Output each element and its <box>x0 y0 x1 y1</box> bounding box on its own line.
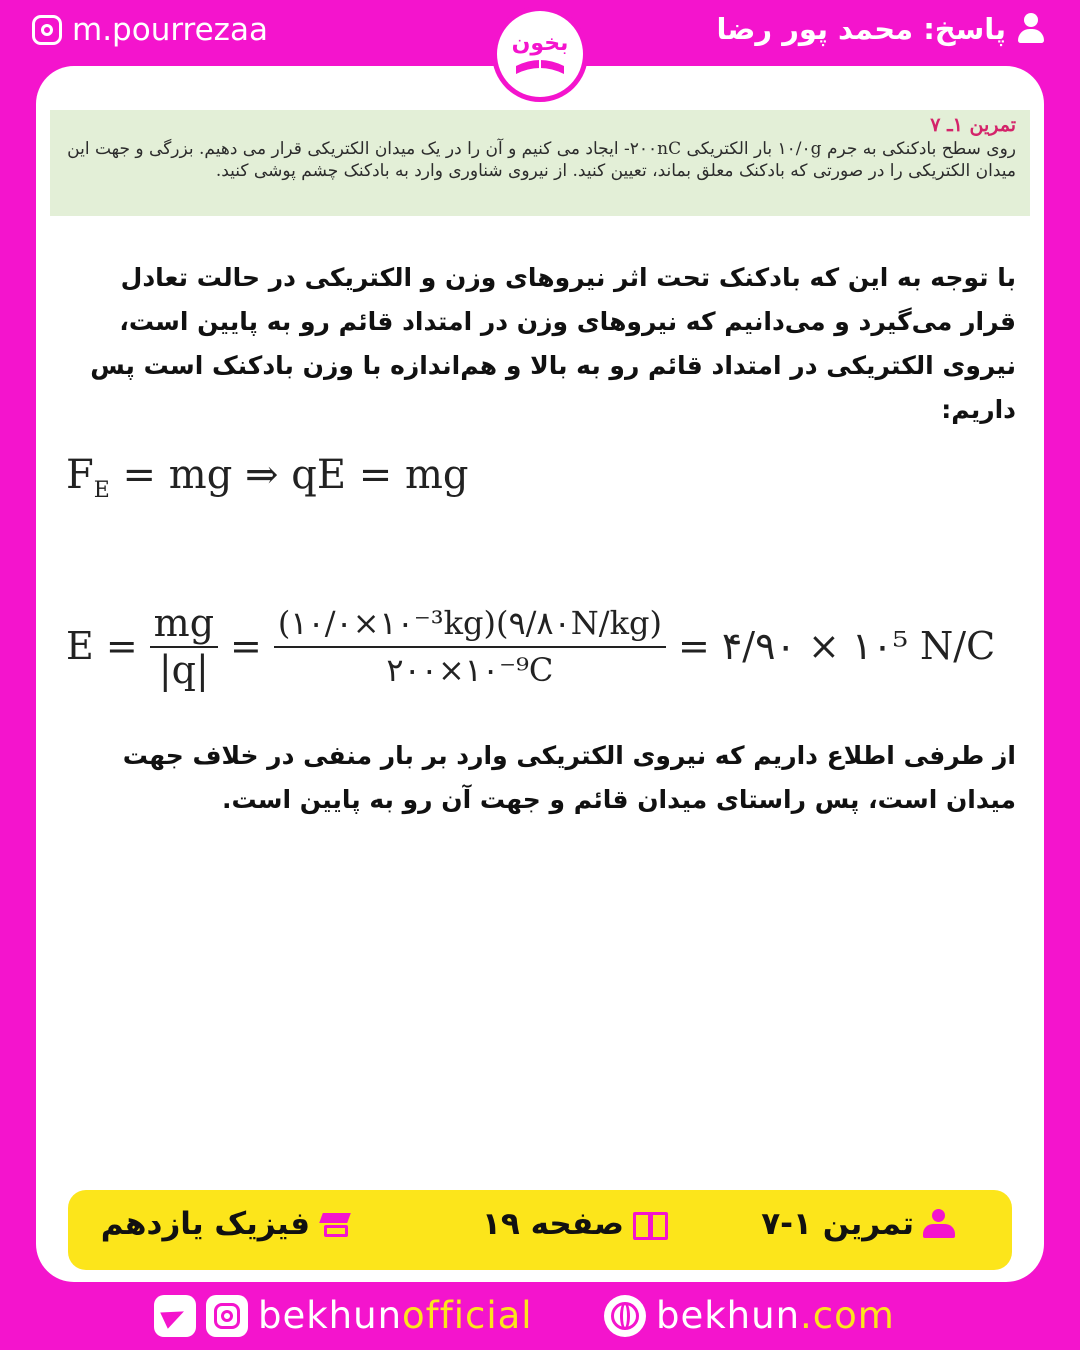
social-handle[interactable] <box>154 1294 533 1337</box>
social-main: bekhun <box>258 1294 403 1337</box>
eq2-result: = ۴/۹۰ × ۱۰⁵ N/C <box>677 624 996 668</box>
equation-force-balance <box>66 452 469 503</box>
instagram-icon <box>32 15 62 45</box>
social-accent: official <box>402 1294 533 1337</box>
instagram-handle[interactable] <box>32 12 268 48</box>
instagram-icon <box>206 1295 248 1337</box>
answerer-text: پاسخ: محمد پور رضا <box>716 12 1006 46</box>
eq1-sub: E <box>93 478 110 503</box>
user-icon <box>1016 13 1046 45</box>
footer-book <box>101 1206 352 1242</box>
eq2-f1-denominator: |q| <box>158 648 209 692</box>
eq2-fraction-1 <box>150 602 218 690</box>
eq2-fraction-2 <box>274 602 666 690</box>
eq2-equals: = <box>230 624 262 668</box>
globe-icon <box>604 1295 646 1337</box>
eq1-rest: = mg ⇒ qE = mg <box>109 452 469 498</box>
social-handle-text <box>258 1294 533 1337</box>
website-text <box>656 1294 895 1337</box>
answerer-credit <box>716 12 1046 46</box>
graduation-cap-icon <box>318 1209 352 1239</box>
eq1-force: F <box>66 452 94 498</box>
footer-exercise <box>761 1206 956 1242</box>
footer-page <box>482 1206 666 1242</box>
open-book-icon <box>632 1209 666 1239</box>
question-title: تمرین ۱ـ ۷ <box>930 114 1016 136</box>
footer-book-text: فیزیک یازدهم <box>100 1206 310 1242</box>
telegram-icon <box>154 1295 196 1337</box>
content-card <box>36 66 1044 1282</box>
bottom-bar <box>0 1290 1080 1350</box>
teacher-icon <box>922 1209 956 1239</box>
eq2-f1-numerator: mg <box>150 602 218 648</box>
brand-logo <box>486 4 594 104</box>
website-link[interactable] <box>604 1294 895 1337</box>
eq2-f2-denominator: ۲۰۰×۱۰⁻⁹C <box>386 651 554 689</box>
footer-page-text: صفحه ۱۹ <box>481 1206 624 1242</box>
logo-badge-icon <box>486 4 594 104</box>
question-text: روی سطح بادکنکی به جرم ۱۰/۰g بار الکتریکی ۲۰۰nC- ایجاد می کنیم و آن را در یک میدان الکتریکی قرار می دهیم. بزرگی و جهت این میدان الکتریکی را در صورتی که بادکنک معلق بماند، تعیین کنید. از نیروی شناوری وارد به بادکنک چشم پوشی کنید. <box>67 139 1016 181</box>
solution-paragraph-2: از طرفی اطلاع داریم که نیروی الکتریکی وارد بر بار منفی در خلاف جهت میدان است، پس راستای میدان قائم و جهت آن رو به پایین است. <box>122 741 1016 814</box>
question-box <box>50 110 1030 216</box>
eq2-f2-numerator: (۱۰/۰×۱۰⁻³kg)(۹/۸۰N/kg) <box>274 602 666 648</box>
footer-exercise-text: تمرین ۱-۷ <box>761 1206 914 1242</box>
eq2-lhs: E = <box>66 624 138 668</box>
equation-field-magnitude <box>66 602 995 690</box>
solution-paragraph-1: با توجه به این که بادکنک تحت اثر نیروهای وزن و الکتریکی در حالت تعادل قرار می‌گیرد و می‌دانیم که نیروهای وزن در امتداد قائم رو به پایین است، نیروی الکتریکی در امتداد قائم رو به بالا و هم‌اندازه با وزن بادکنک است پس داریم: <box>90 263 1016 424</box>
site-accent: .com <box>800 1294 895 1337</box>
footer-info-bar <box>68 1190 1012 1270</box>
instagram-handle-text: m.pourrezaa <box>72 12 268 48</box>
site-main: bekhun <box>656 1294 801 1337</box>
logo-text: بخون <box>511 31 569 56</box>
